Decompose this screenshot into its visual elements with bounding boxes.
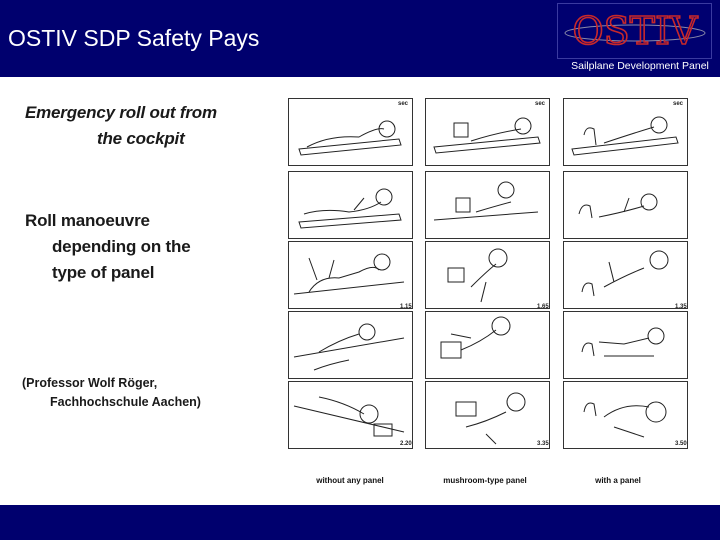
frame-c2-r3: [563, 311, 688, 379]
slide-title: OSTIV SDP Safety Pays: [8, 25, 260, 51]
figure-illustration: [426, 172, 549, 238]
credit-line-2: Fachhochschule Aachen): [50, 395, 201, 409]
frame-c0-r0: [288, 98, 413, 166]
end-time-label-c0: 2.20: [400, 441, 412, 447]
roll-line-2: depending on the: [52, 237, 191, 256]
sec-label: sec: [672, 101, 683, 107]
roll-line-3: type of panel: [52, 263, 155, 282]
column-caption-c1: mushroom-type panel: [443, 476, 527, 485]
end-time-label-c2: 3.50: [675, 441, 687, 447]
figure-illustration: [426, 382, 549, 448]
ostiv-logo-graphic: [558, 4, 713, 60]
column-caption-c0: without any panel: [316, 476, 384, 485]
roll-manoeuvre-text: [25, 208, 190, 286]
frame-c1-r3: [425, 311, 550, 379]
frame-c2-r1: [563, 171, 688, 239]
frame-c2-r4: [563, 381, 688, 449]
frame-c0-r4: [288, 381, 413, 449]
figure-illustration: [564, 312, 687, 378]
figure-illustration: [289, 242, 412, 308]
end-time-label-c1: 3.35: [537, 441, 549, 447]
figure-illustration: [289, 382, 412, 448]
frame-c0-r3: [288, 311, 413, 379]
figure-illustration: [426, 99, 549, 165]
figure-illustration: [564, 172, 687, 238]
figure-illustration: [564, 99, 687, 165]
frame-c0-r2: [288, 241, 413, 309]
logo-wordmark: OSTIV: [572, 9, 698, 53]
heading-emergency-roll: [25, 100, 217, 152]
frame-c0-r1: [288, 171, 413, 239]
column-caption-c2: with a panel: [595, 476, 641, 485]
figure-illustration: [564, 242, 687, 308]
heading-line-1: Emergency roll out from: [25, 103, 217, 122]
footer-bar: [0, 505, 720, 540]
mid-time-label-c1: 1.65: [537, 304, 549, 310]
frame-c1-r0: [425, 98, 550, 166]
frame-c1-r1: [425, 171, 550, 239]
figure-illustration: [289, 99, 412, 165]
mid-time-label-c2: 1.35: [675, 304, 687, 310]
credit-line-1: (Professor Wolf Röger,: [22, 376, 158, 390]
frame-c1-r4: [425, 381, 550, 449]
figure-illustration: [289, 312, 412, 378]
roll-sequence-figure: [285, 95, 705, 495]
heading-line-2: the cockpit: [97, 129, 185, 148]
figure-illustration: [426, 242, 549, 308]
mid-time-label-c0: 1.15: [400, 304, 412, 310]
sec-label: sec: [534, 101, 545, 107]
frame-c2-r2: [563, 241, 688, 309]
credit-text: [22, 374, 201, 412]
frame-c2-r0: [563, 98, 688, 166]
sec-label: sec: [397, 101, 408, 107]
ostiv-logo: [557, 3, 712, 59]
figure-illustration: [564, 382, 687, 448]
figure-illustration: [426, 312, 549, 378]
logo-subtitle: Sailplane Development Panel: [571, 60, 709, 72]
frame-c1-r2: [425, 241, 550, 309]
roll-line-1: Roll manoeuvre: [25, 211, 150, 230]
figure-illustration: [289, 172, 412, 238]
